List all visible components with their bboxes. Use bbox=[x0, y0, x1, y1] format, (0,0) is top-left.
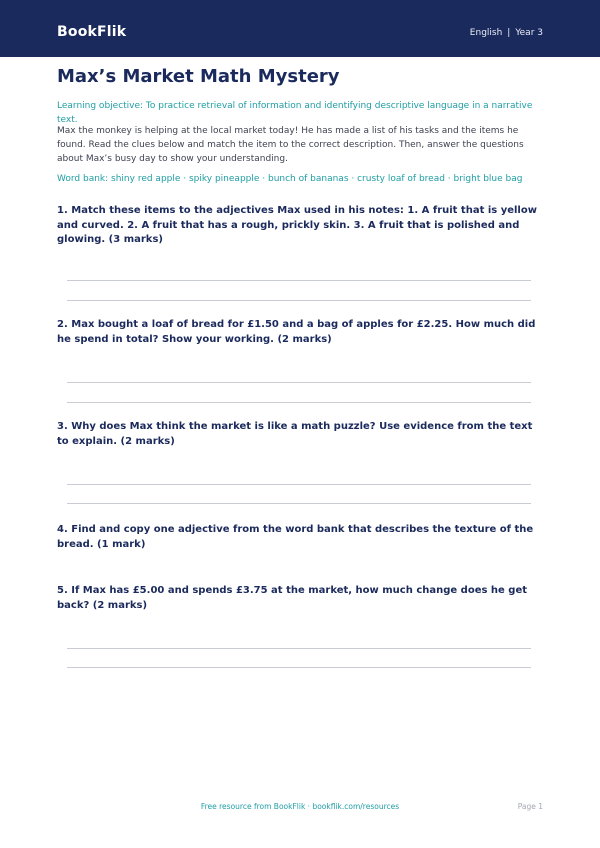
answer-line[interactable] bbox=[67, 280, 531, 281]
question-1: 1. Match these items to the adjectives Max used in his notes: 1. A fruit that is yellow and curved. 2. A fruit that has a rough, prickly skin. 3. A fruit that is polished and glowing. (3 marks) bbox=[57, 205, 537, 245]
question-2: 2. Max bought a loaf of bread for £1.50 and a bag of apples for £2.25. How much did he spend in total? Show your working. (2 marks) bbox=[57, 319, 536, 345]
subject-year-label bbox=[470, 27, 543, 39]
word-bank: Word bank: shiny red apple · spiky pineapple · bunch of bananas · crusty loaf of bread · bright blue bag bbox=[57, 174, 523, 184]
answer-line[interactable] bbox=[67, 667, 531, 668]
page-title: Max’s Market Math Mystery bbox=[57, 66, 340, 87]
answer-line[interactable] bbox=[67, 382, 531, 383]
year-label: Year 3 bbox=[515, 28, 543, 38]
page-footer bbox=[0, 801, 600, 815]
subject-label: English bbox=[469, 28, 503, 38]
footer-source-link[interactable]: Free resource from BookFlik · bookflik.com/resources bbox=[200, 802, 400, 811]
answer-line[interactable] bbox=[67, 503, 531, 504]
learning-objective: Learning objective: To practice retrieval of information and identifying descriptive language in a narrative text. bbox=[57, 101, 533, 125]
answer-line[interactable] bbox=[67, 648, 531, 649]
page-number: Page 1 bbox=[517, 802, 543, 811]
answer-line[interactable] bbox=[67, 300, 531, 301]
brand-logo-text[interactable]: BookFlik bbox=[57, 24, 127, 40]
page-header bbox=[0, 0, 600, 57]
question-5: 5. If Max has £5.00 and spends £3.75 at the market, how much change does he get back? (2 marks) bbox=[57, 585, 528, 611]
answer-line[interactable] bbox=[67, 484, 531, 485]
question-3: 3. Why does Max think the market is like a math puzzle? Use evidence from the text to explain. (2 marks) bbox=[57, 421, 533, 447]
answer-line[interactable] bbox=[67, 402, 531, 403]
intro-paragraph: Max the monkey is helping at the local market today! He has made a list of his tasks and the items he found. Read the clues below and match the item to the correct description. Then, answer the questions about Max’s busy day to show your understanding. bbox=[57, 126, 524, 164]
question-4: 4. Find and copy one adjective from the word bank that describes the texture of the bread. (1 mark) bbox=[57, 524, 534, 550]
meta-separator: | bbox=[507, 28, 511, 38]
